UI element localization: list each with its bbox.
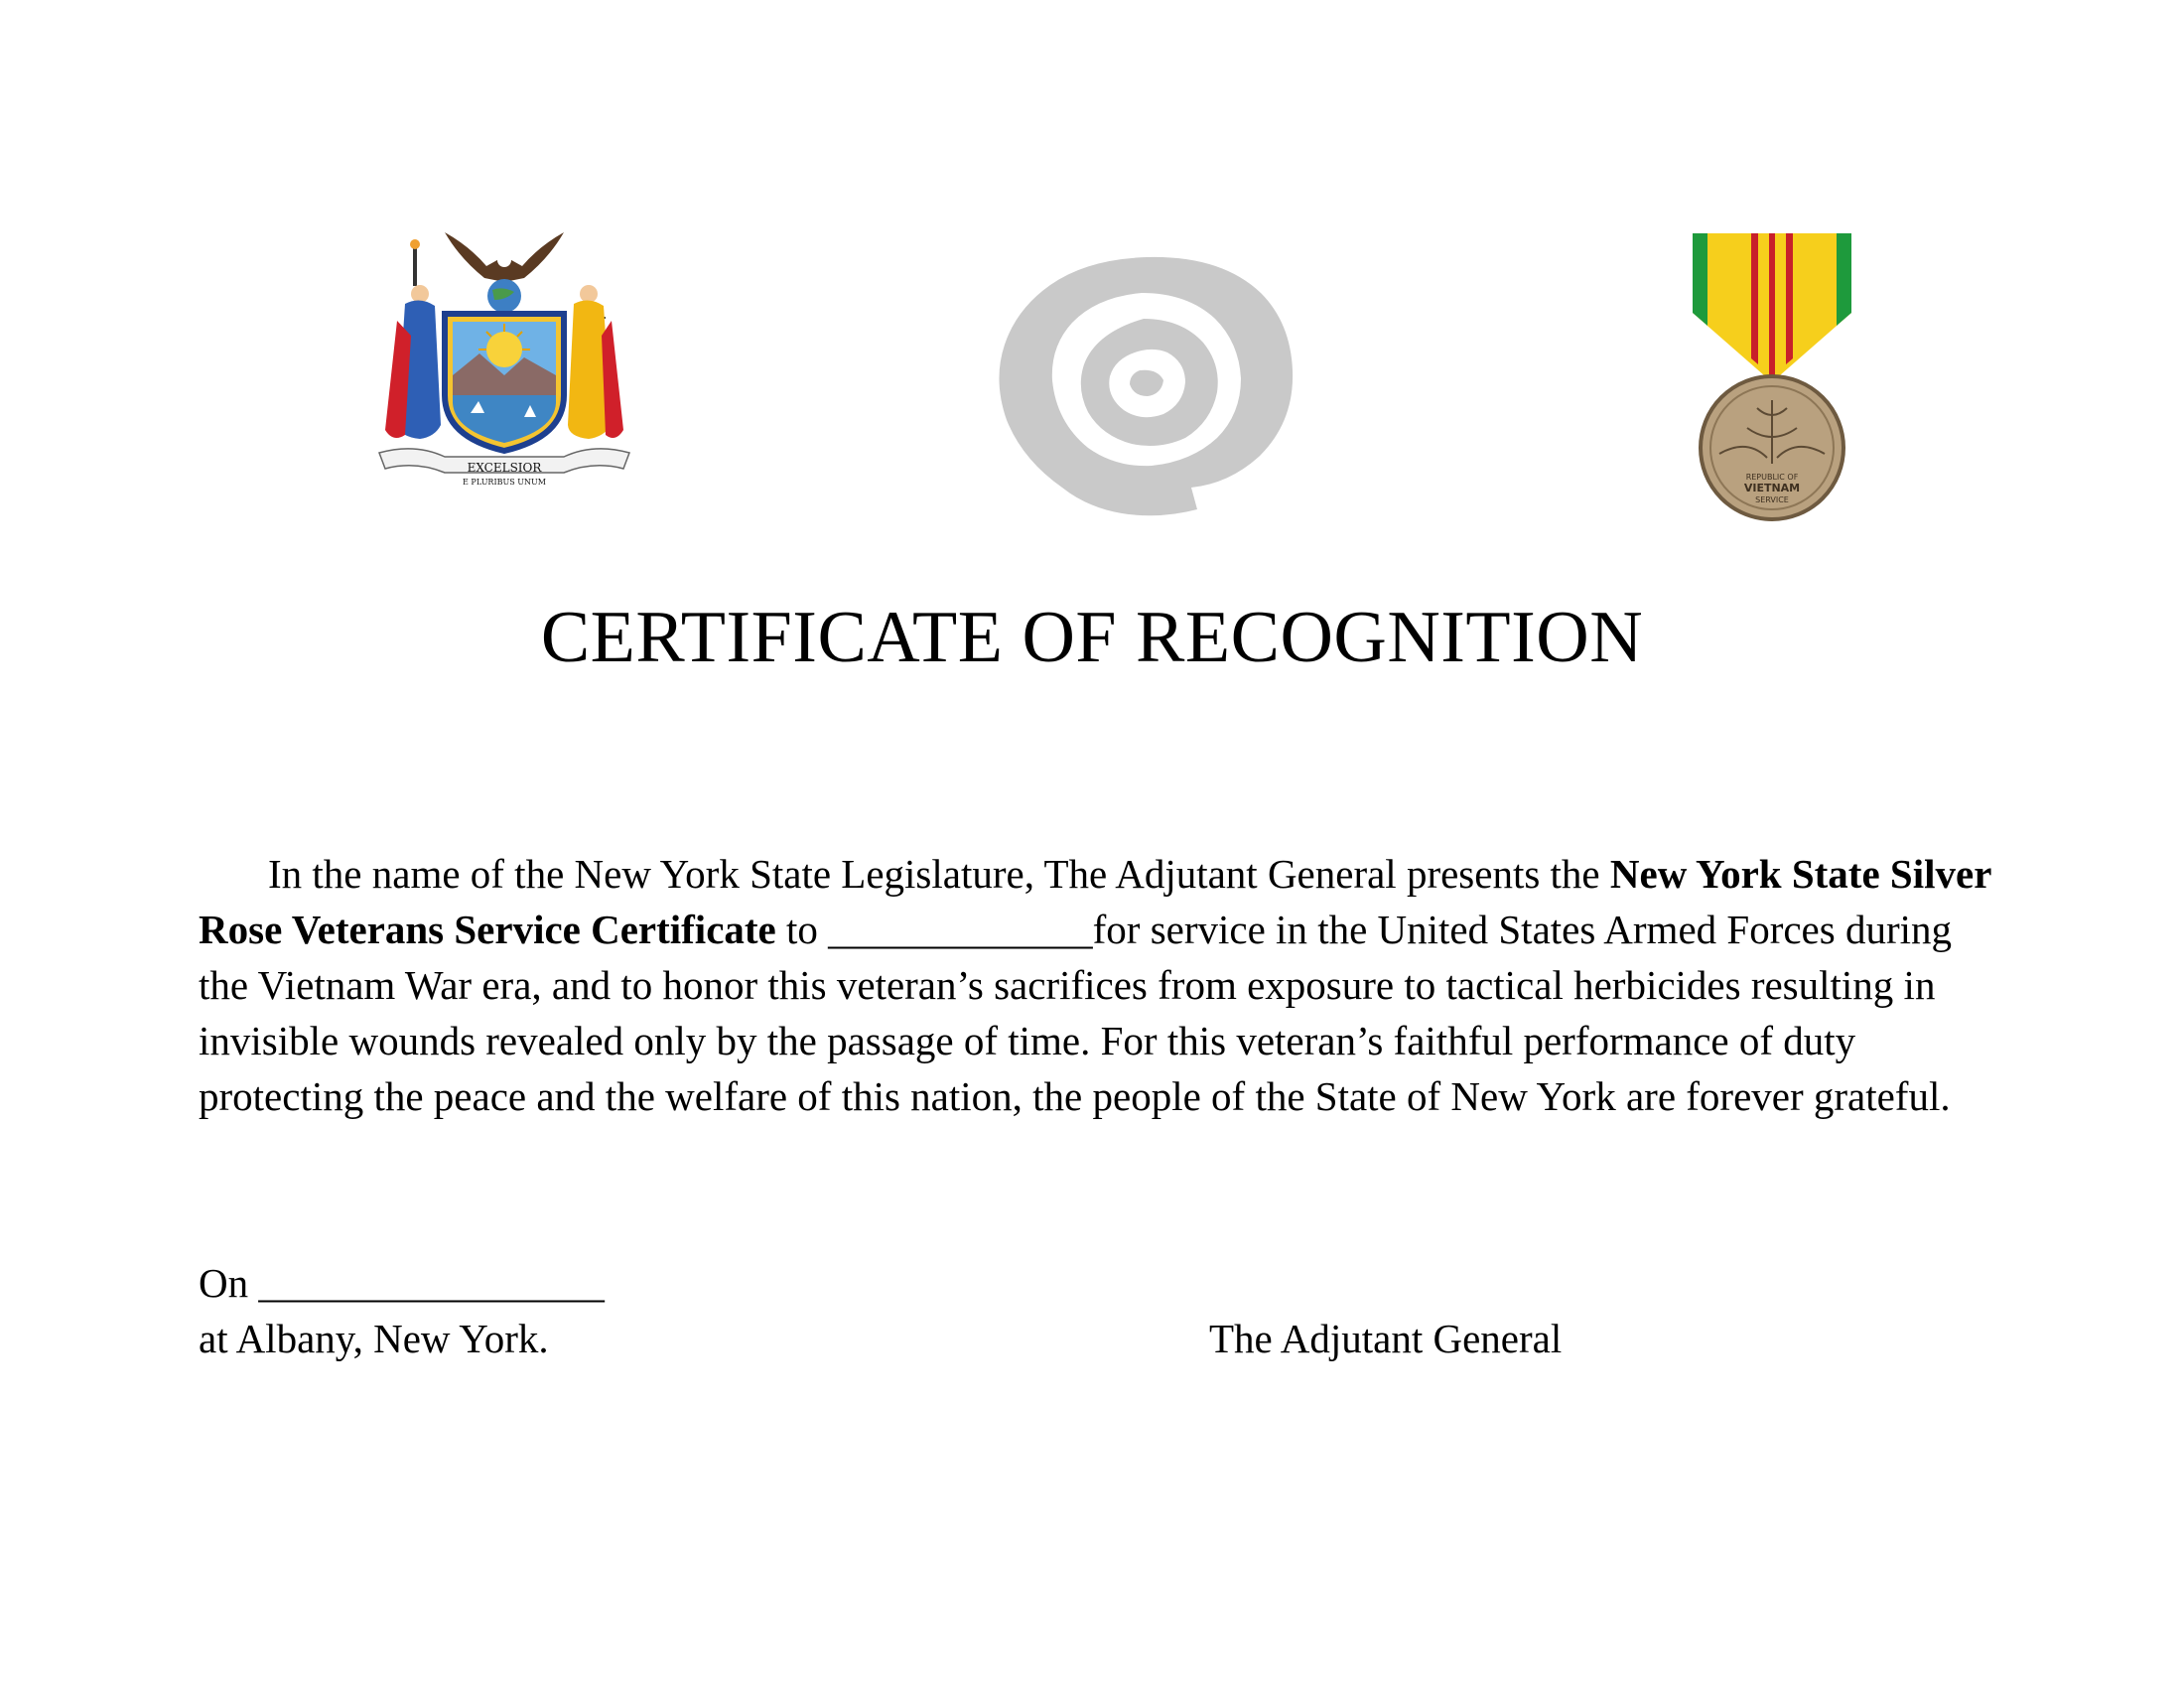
recipient-name-blank[interactable]: _____________ [828,907,1093,952]
medal-inscription-line3: SERVICE [1755,495,1789,504]
new-york-state-seal-icon [375,226,633,490]
body-intro: In the name of the New York State Legislature, The Adjutant General presents the [268,851,1610,897]
medal-inscription-line2: VIETNAM [1743,482,1801,494]
silver-rose-icon [993,253,1300,519]
date-line [199,1255,605,1311]
vietnam-service-medal-icon [1688,233,1856,521]
body-to: to [775,907,829,952]
seal-motto-top: EXCELSIOR [467,461,542,475]
award-name: New York State Silver Rose Veterans Service Certificate [199,851,1991,952]
medal-inscription-line1: REPUBLIC OF [1745,473,1799,482]
signer-title: The Adjutant General [1209,1316,1563,1361]
date-blank[interactable]: _________________ [258,1260,605,1306]
seal-motto-bottom: E PLURIBUS UNUM [463,478,546,487]
certificate-body [199,846,1995,1124]
body-rest: for service in the United States Armed Forces during the Vietnam War era, and to honor this veteran’s sacrifices from exposure to tactical herbicides resulting in invisible wounds revealed only by the passage of time. For this veteran’s faithful performance of duty protecting the peace and the welfare of this nation, the people of the State of New York are forever grateful. [199,907,1953,1119]
certificate-title: CERTIFICATE OF RECOGNITION [540,597,1644,678]
date-label: On [199,1260,249,1306]
place-line: at Albany, New York. [199,1316,549,1361]
